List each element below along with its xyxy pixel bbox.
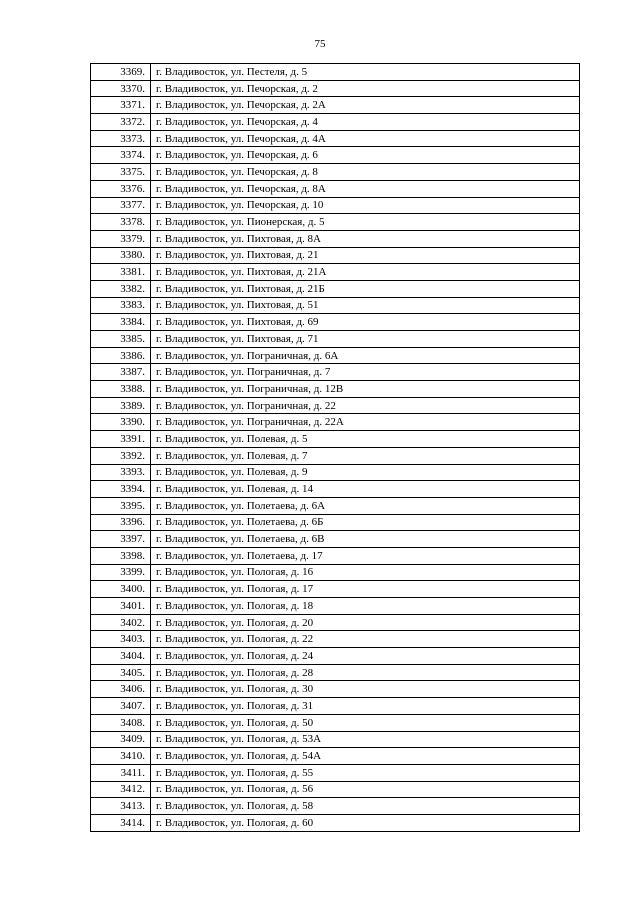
table-row	[91, 381, 580, 398]
address-cell: г. Владивосток, ул. Пограничная, д. 6А	[151, 347, 580, 364]
table-row	[91, 598, 580, 615]
row-number-cell: 3369.	[91, 64, 151, 81]
address-cell: г. Владивосток, ул. Полевая, д. 5	[151, 431, 580, 448]
address-cell: г. Владивосток, ул. Полетаева, д. 17	[151, 547, 580, 564]
table-row	[91, 748, 580, 765]
row-number-cell: 3378.	[91, 214, 151, 231]
row-number-cell: 3399.	[91, 564, 151, 581]
table-row	[91, 180, 580, 197]
address-cell: г. Владивосток, ул. Пологая, д. 18	[151, 598, 580, 615]
table-row	[91, 97, 580, 114]
table-row	[91, 614, 580, 631]
table-row	[91, 297, 580, 314]
address-cell: г. Владивосток, ул. Пограничная, д. 22А	[151, 414, 580, 431]
row-number-cell: 3374.	[91, 147, 151, 164]
address-table-body	[91, 64, 580, 832]
address-cell: г. Владивосток, ул. Пологая, д. 60	[151, 814, 580, 831]
row-number-cell: 3408.	[91, 714, 151, 731]
row-number-cell: 3403.	[91, 631, 151, 648]
address-cell: г. Владивосток, ул. Пихтовая, д. 71	[151, 331, 580, 348]
row-number-cell: 3401.	[91, 598, 151, 615]
row-number-cell: 3387.	[91, 364, 151, 381]
address-cell: г. Владивосток, ул. Пологая, д. 31	[151, 698, 580, 715]
row-number-cell: 3397.	[91, 531, 151, 548]
row-number-cell: 3412.	[91, 781, 151, 798]
address-cell: г. Владивосток, ул. Полевая, д. 9	[151, 464, 580, 481]
table-row	[91, 280, 580, 297]
row-number-cell: 3389.	[91, 397, 151, 414]
table-row	[91, 681, 580, 698]
address-cell: г. Владивосток, ул. Печорская, д. 2	[151, 80, 580, 97]
table-row	[91, 314, 580, 331]
row-number-cell: 3372.	[91, 114, 151, 131]
address-cell: г. Владивосток, ул. Печорская, д. 6	[151, 147, 580, 164]
row-number-cell: 3384.	[91, 314, 151, 331]
row-number-cell: 3395.	[91, 497, 151, 514]
table-row	[91, 464, 580, 481]
row-number-cell: 3380.	[91, 247, 151, 264]
table-row	[91, 481, 580, 498]
row-number-cell: 3405.	[91, 664, 151, 681]
address-cell: г. Владивосток, ул. Пологая, д. 58	[151, 798, 580, 815]
address-cell: г. Владивосток, ул. Полетаева, д. 6В	[151, 531, 580, 548]
address-cell: г. Владивосток, ул. Полевая, д. 14	[151, 481, 580, 498]
row-number-cell: 3377.	[91, 197, 151, 214]
table-row	[91, 64, 580, 81]
table-row	[91, 814, 580, 831]
row-number-cell: 3371.	[91, 97, 151, 114]
address-cell: г. Владивосток, ул. Пихтовая, д. 21Б	[151, 280, 580, 297]
table-row	[91, 364, 580, 381]
address-cell: г. Владивосток, ул. Печорская, д. 4	[151, 114, 580, 131]
address-cell: г. Владивосток, ул. Пихтовая, д. 21А	[151, 264, 580, 281]
table-row	[91, 431, 580, 448]
row-number-cell: 3392.	[91, 447, 151, 464]
row-number-cell: 3382.	[91, 280, 151, 297]
address-cell: г. Владивосток, ул. Пологая, д. 20	[151, 614, 580, 631]
table-row	[91, 564, 580, 581]
address-cell: г. Владивосток, ул. Пестеля, д. 5	[151, 64, 580, 81]
table-row	[91, 397, 580, 414]
table-row	[91, 731, 580, 748]
table-row	[91, 664, 580, 681]
address-cell: г. Владивосток, ул. Пологая, д. 56	[151, 781, 580, 798]
address-cell: г. Владивосток, ул. Пологая, д. 16	[151, 564, 580, 581]
table-row	[91, 264, 580, 281]
address-cell: г. Владивосток, ул. Пологая, д. 24	[151, 648, 580, 665]
row-number-cell: 3385.	[91, 331, 151, 348]
table-row	[91, 581, 580, 598]
address-cell: г. Владивосток, ул. Печорская, д. 4А	[151, 130, 580, 147]
page-number: 75	[314, 38, 326, 50]
table-row	[91, 130, 580, 147]
table-row	[91, 164, 580, 181]
table-row	[91, 447, 580, 464]
table-row	[91, 781, 580, 798]
row-number-cell: 3410.	[91, 748, 151, 765]
row-number-cell: 3390.	[91, 414, 151, 431]
address-cell: г. Владивосток, ул. Пологая, д. 22	[151, 631, 580, 648]
table-row	[91, 764, 580, 781]
table-row	[91, 247, 580, 264]
table-row	[91, 714, 580, 731]
row-number-cell: 3375.	[91, 164, 151, 181]
row-number-cell: 3373.	[91, 130, 151, 147]
address-cell: г. Владивосток, ул. Пихтовая, д. 69	[151, 314, 580, 331]
row-number-cell: 3402.	[91, 614, 151, 631]
address-cell: г. Владивосток, ул. Пихтовая, д. 8А	[151, 230, 580, 247]
row-number-cell: 3379.	[91, 230, 151, 247]
row-number-cell: 3404.	[91, 648, 151, 665]
row-number-cell: 3393.	[91, 464, 151, 481]
row-number-cell: 3409.	[91, 731, 151, 748]
table-row	[91, 197, 580, 214]
table-row	[91, 147, 580, 164]
address-cell: г. Владивосток, ул. Пограничная, д. 12В	[151, 381, 580, 398]
address-cell: г. Владивосток, ул. Пограничная, д. 7	[151, 364, 580, 381]
row-number-cell: 3394.	[91, 481, 151, 498]
row-number-cell: 3407.	[91, 698, 151, 715]
table-row	[91, 414, 580, 431]
row-number-cell: 3391.	[91, 431, 151, 448]
table-row	[91, 331, 580, 348]
table-row	[91, 798, 580, 815]
table-row	[91, 547, 580, 564]
row-number-cell: 3411.	[91, 764, 151, 781]
address-cell: г. Владивосток, ул. Пологая, д. 54А	[151, 748, 580, 765]
address-cell: г. Владивосток, ул. Полетаева, д. 6А	[151, 497, 580, 514]
address-cell: г. Владивосток, ул. Пионерская, д. 5	[151, 214, 580, 231]
row-number-cell: 3398.	[91, 547, 151, 564]
table-row	[91, 497, 580, 514]
address-cell: г. Владивосток, ул. Печорская, д. 8	[151, 164, 580, 181]
address-cell: г. Владивосток, ул. Пихтовая, д. 51	[151, 297, 580, 314]
address-cell: г. Владивосток, ул. Пологая, д. 28	[151, 664, 580, 681]
address-table	[90, 63, 580, 832]
address-cell: г. Владивосток, ул. Пологая, д. 55	[151, 764, 580, 781]
row-number-cell: 3396.	[91, 514, 151, 531]
address-cell: г. Владивосток, ул. Печорская, д. 2А	[151, 97, 580, 114]
row-number-cell: 3386.	[91, 347, 151, 364]
table-row	[91, 648, 580, 665]
address-cell: г. Владивосток, ул. Полетаева, д. 6Б	[151, 514, 580, 531]
row-number-cell: 3388.	[91, 381, 151, 398]
row-number-cell: 3413.	[91, 798, 151, 815]
address-cell: г. Владивосток, ул. Печорская, д. 8А	[151, 180, 580, 197]
address-cell: г. Владивосток, ул. Пологая, д. 30	[151, 681, 580, 698]
address-cell: г. Владивосток, ул. Пограничная, д. 22	[151, 397, 580, 414]
address-cell: г. Владивосток, ул. Пихтовая, д. 21	[151, 247, 580, 264]
table-row	[91, 230, 580, 247]
table-row	[91, 531, 580, 548]
address-cell: г. Владивосток, ул. Пологая, д. 50	[151, 714, 580, 731]
table-row	[91, 631, 580, 648]
row-number-cell: 3376.	[91, 180, 151, 197]
row-number-cell: 3381.	[91, 264, 151, 281]
address-cell: г. Владивосток, ул. Пологая, д. 17	[151, 581, 580, 598]
row-number-cell: 3414.	[91, 814, 151, 831]
row-number-cell: 3400.	[91, 581, 151, 598]
table-row	[91, 347, 580, 364]
table-row	[91, 514, 580, 531]
table-row	[91, 114, 580, 131]
row-number-cell: 3406.	[91, 681, 151, 698]
table-row	[91, 698, 580, 715]
row-number-cell: 3383.	[91, 297, 151, 314]
address-cell: г. Владивосток, ул. Пологая, д. 53А	[151, 731, 580, 748]
table-row	[91, 214, 580, 231]
row-number-cell: 3370.	[91, 80, 151, 97]
table-row	[91, 80, 580, 97]
address-cell: г. Владивосток, ул. Полевая, д. 7	[151, 447, 580, 464]
address-cell: г. Владивосток, ул. Печорская, д. 10	[151, 197, 580, 214]
